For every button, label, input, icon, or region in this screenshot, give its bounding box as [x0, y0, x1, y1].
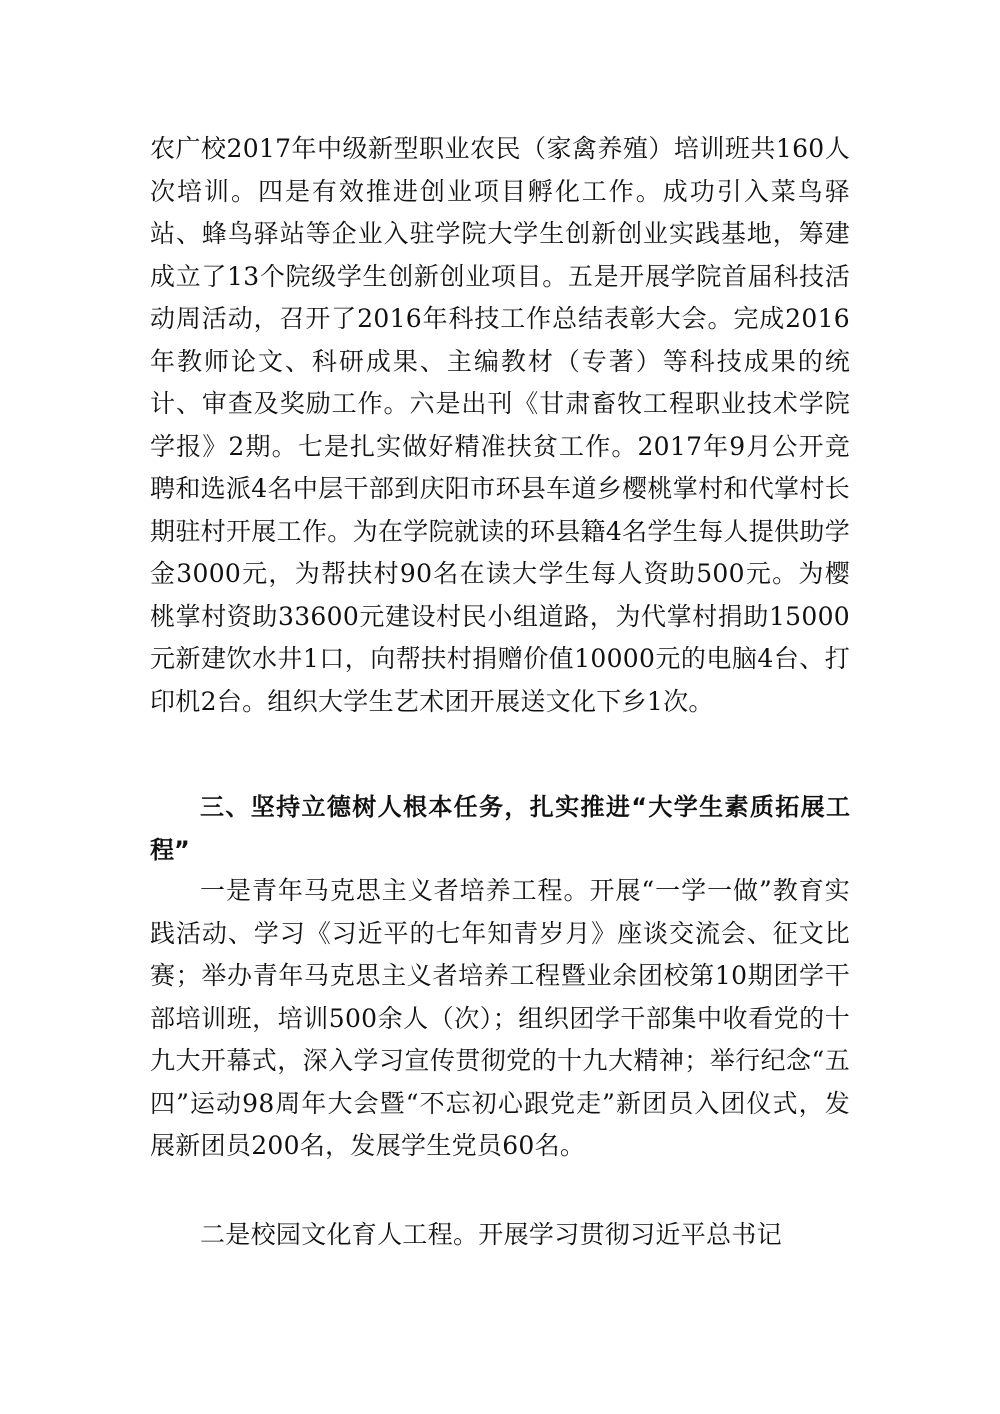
body-paragraph-marxist-training: 一是青年马克思主义者培养工程。开展“一学一做”教育实践活动、学习《习近平的七年知青岁月》座谈交流会、征文比赛；举办青年马克思主义者培养工程暨业余团校第10期团学干部培训班，培训500余人（次）；组织团学干部集中收看党的十九大开幕式，深入学习宣传贯彻党的十九大精神；举行纪念“五四”运动98周年大会暨“不忘初心跟党走”新团员入团仪式，发展新团员200名，发展学生党员60名。 [150, 876, 850, 1160]
section-heading-3: 三、坚持立德树人根本任务，扎实推进“大学生素质拓展工程” [150, 793, 850, 864]
body-paragraph-poverty-alleviation: 农广校2017年中级新型职业农民（家禽养殖）培训班共160人次培训。四是有效推进创业项目孵化工作。成功引入菜鸟驿站、蜂鸟驿站等企业入驻学院大学生创新创业实践基地，筹建成立了13个院级学生创新创业项目。五是开展学院首届科技活动周活动，召开了2016年科技工作总结表彰大会。完成2016年教师论文、科研成果、主编教材（专著）等科技成果的统计、审查及奖励工作。六是出刊《甘肃畜牧工程职业技术学院学报》2期。七是扎实做好精准扶贫工作。2017年9月公开竞聘和选派4名中层干部到庆阳市环县车道乡樱桃掌村和代掌村长期驻村开展工作。为在学院就读的环县籍4名学生每人提供助学金3000元，为帮扶村90名在读大学生每人资助500元。为樱桃掌村资助33600元建设村民小组道路，为代掌村捐助15000元新建饮水井1口，向帮扶村捐赠价值10000元的电脑4台、打印机2台。组织大学生艺术团开展送文化下乡1次。 [150, 134, 850, 716]
body-paragraph-campus-culture: 二是校园文化育人工程。开展学习贯彻习近平总书记 [200, 1220, 782, 1249]
